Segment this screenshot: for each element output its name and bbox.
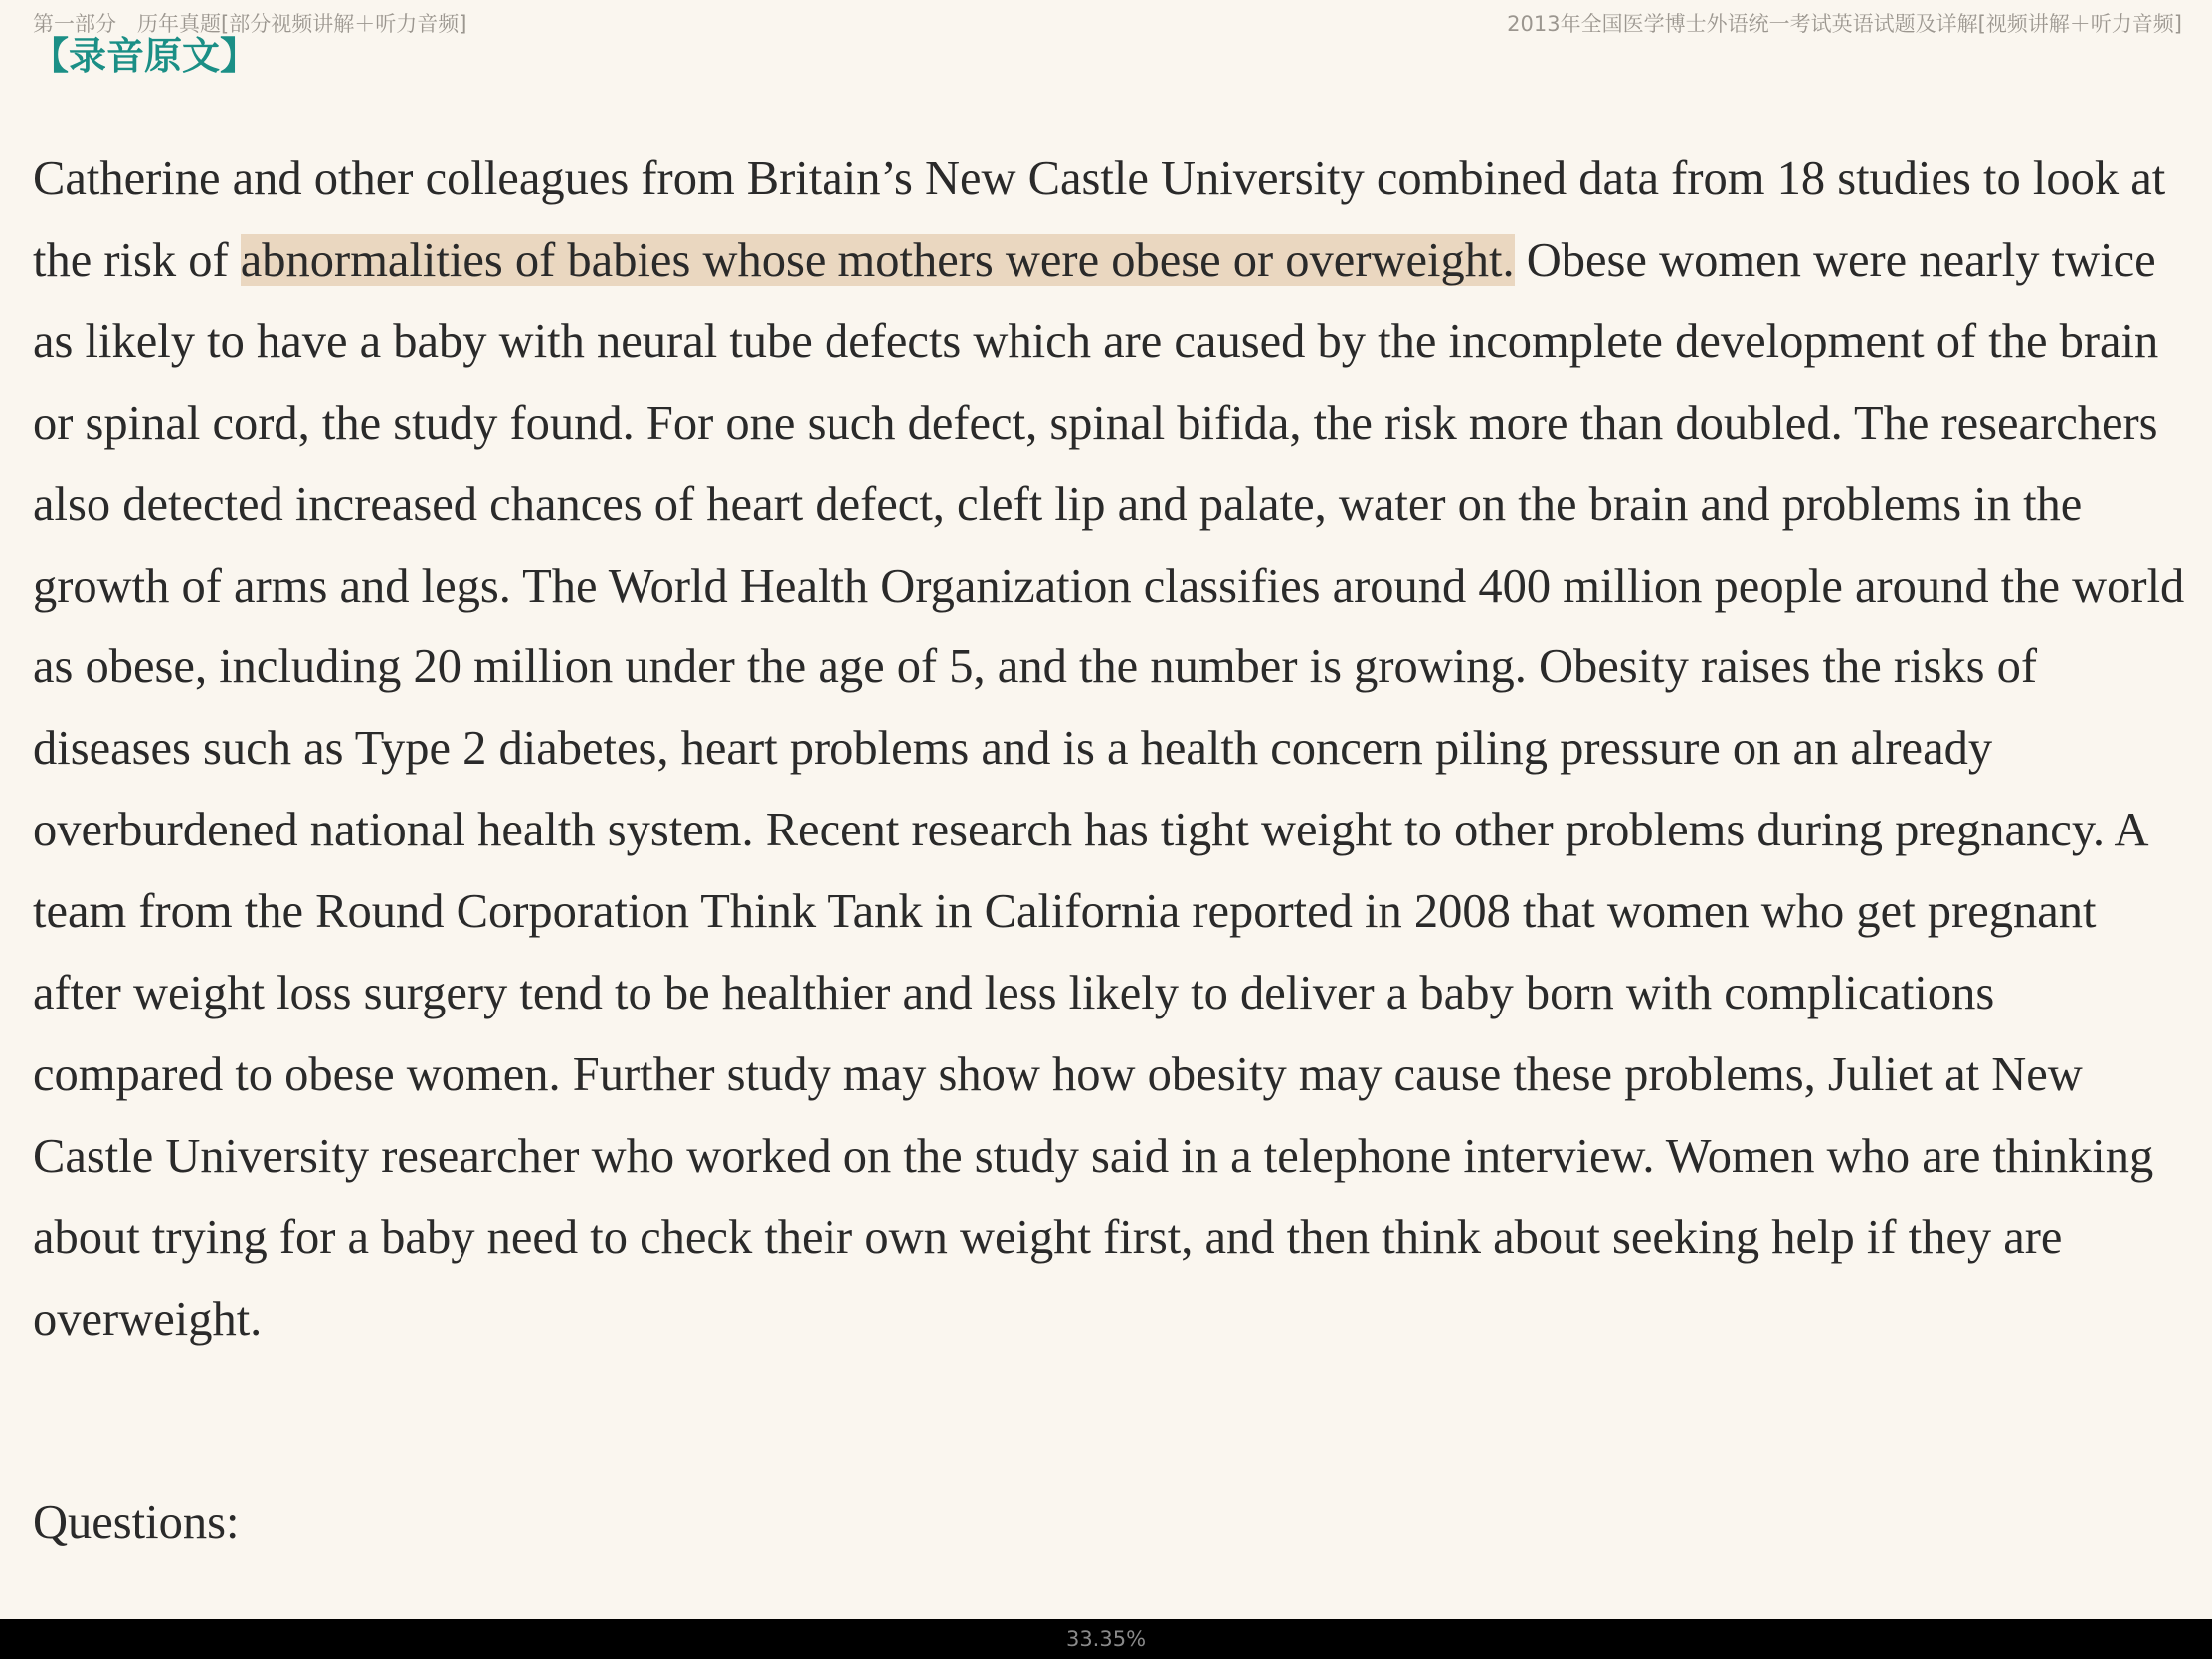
chapter-title: 第一部分 历年真题[部分视频讲解＋听力音频] <box>33 12 467 36</box>
progress-percentage: 33.35% <box>1065 1627 1147 1651</box>
book-title: 2013年全国医学博士外语统一考试英语试题及详解[视频讲解＋听力音频] <box>1507 12 2182 36</box>
reading-progress-bar[interactable] <box>0 1619 2212 1659</box>
questions-heading: Questions: <box>33 1496 240 1549</box>
passage-text-before-highlight[interactable]: Catherine and other colleagues from Britain’s New Castle University combined data from 18 studies to look at the risk of <box>33 152 2166 286</box>
passage-text-after-highlight[interactable]: Obese women were nearly twice as likely to have a baby with neural tube defects which are caused by the incomplete development of the brain or spinal cord, the study found. For one such defect, spinal bifida, the risk more than doubled. The researchers also detected increased chances of heart defect, cleft lip and palate, water on the brain and problems in the growth of arms and legs. The World Health Organization classifies around 400 million people around the world as obese, including 20 million under the age of 5, and the number is growing. Obesity raises the risks of diseases such as Type 2 diabetes, heart problems and is a health concern piling pressure on an already overburdened national health system. Recent research has tight weight to other problems during pregnancy. A team from the Round Corporation Think Tank in California reported in 2008 that women who get pregnant after weight loss surgery tend to be healthier and less likely to deliver a baby born with complications compared to obese women. Further study may show how obesity may cause these problems, Juliet at New Castle University researcher who worked on the study said in a telephone interview. Women who are thinking about trying for a baby need to check their own weight first, and then think about seeking help if they are overweight. <box>33 233 2185 1346</box>
passage-text[interactable] <box>33 138 2191 1361</box>
page-header <box>0 0 2212 40</box>
section-tag: 【录音原文】 <box>31 34 259 78</box>
highlighted-text[interactable]: abnormalities of babies whose mothers were obese or overweight. <box>240 233 1515 286</box>
